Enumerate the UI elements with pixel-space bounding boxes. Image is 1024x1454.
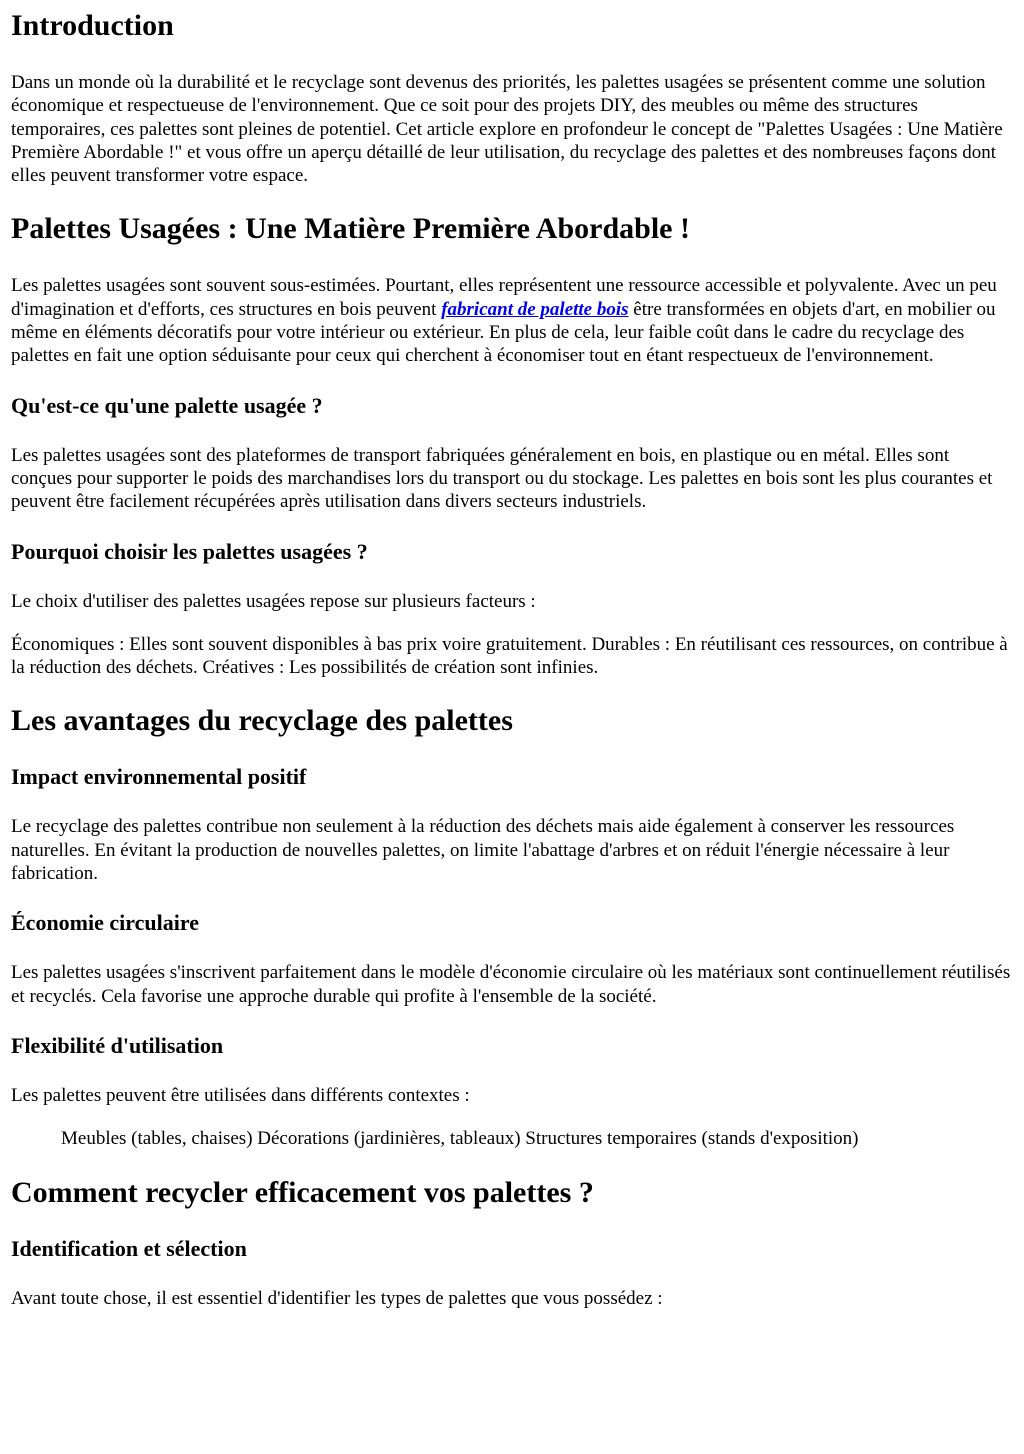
heading-circular-economy: Économie circulaire <box>11 910 199 936</box>
impact-paragraph: Le recyclage des palettes contribue non seulement à la réduction des déchets mais aide également à conserver les ressources naturelles. En évitant la production de nouvelles palettes, on limite l'abattage d'arbres et on réduit l'énergie nécessaire à leur fabrication. <box>11 816 955 885</box>
heading-impact: Impact environnemental positif <box>11 764 307 790</box>
heading-identification: Identification et sélection <box>11 1235 247 1261</box>
flex-paragraph: Les palettes peuvent être utilisées dans différents contextes : <box>11 1084 470 1106</box>
heading-flexibility: Flexibilité d'utilisation <box>11 1032 224 1058</box>
identify-paragraph: Avant toute chose, il est essentiel d'identifier les types de palettes que vous possédez : <box>11 1287 663 1309</box>
flex-list: Meubles (tables, chaises) Décorations (jardinières, tableaux) Structures temporaires (stands d'exposition) <box>61 1128 859 1150</box>
intro-paragraph: Dans un monde où la durabilité et le recyclage sont devenus des priorités, les palettes usagées se présentent comme une solution économique et respectueuse de l'environnement. Que ce soit pour des projets DIY, des meubles ou même des structures temporaires, ces palettes sont pleines de potentiel. Cet article explore en profondeur le concept de "Palettes Usagées : Une Matière Première Abordable !" et vous offre un aperçu détaillé de leur utilisation, du recyclage des palettes et des nombreuses façons dont elles peuvent transformer votre espace. <box>11 72 1003 187</box>
heading-palettes-usagees: Palettes Usagées : Une Matière Première Abordable ! <box>11 212 690 246</box>
why-paragraph-factors: Économiques : Elles sont souvent disponibles à bas prix voire gratuitement. Durables : En réutilisant ces ressources, on contribue à la réduction des déchets. Créatives : Les possibilités de création sont infinies. <box>11 633 1008 679</box>
palettes-paragraph-text-before: Les palettes usagées sont souvent sous-estimées. Pourtant, elles représentent une ressource accessible et polyvalente. Avec un peu d'imagination et d'efforts, ces structures en bois peuvent <box>11 275 997 320</box>
heading-advantages: Les avantages du recyclage des palettes <box>11 704 513 738</box>
heading-introduction: Introduction <box>11 9 174 42</box>
what-paragraph: Les palettes usagées sont des plateformes de transport fabriquées généralement en bois, en plastique ou en métal. Elles sont conçues pour supporter le poids des marchandises lors du transport ou du stockage. Les palettes en bois sont les plus courantes et peuvent être facilement récupérées après utilisation dans divers secteurs industriels. <box>11 444 993 513</box>
article <box>0 8 1024 1310</box>
heading-how-to-recycle: Comment recycler efficacement vos palettes ? <box>11 1175 594 1209</box>
heading-what-is-palette: Qu'est-ce qu'une palette usagée ? <box>11 392 323 418</box>
heading-why-choose: Pourquoi choisir les palettes usagées ? <box>11 538 368 564</box>
circular-paragraph: Les palettes usagées s'inscrivent parfaitement dans le modèle d'économie circulaire où les matériaux sont continuellement réutilisés et recyclés. Cela favorise une approche durable qui profite à l'ensemble de la société. <box>11 962 1011 1007</box>
palettes-paragraph <box>11 274 1014 367</box>
palettes-paragraph-text-after: être transformées en objets d'art, en mobilier ou même en éléments décoratifs pour votre intérieur ou extérieur. En plus de cela, leur faible coût dans le cadre du recyclage des palettes en fait une option séduisante pour ceux qui cherchent à économiser tout en étant respectueux de l'environnement. <box>11 298 996 367</box>
fabricant-palette-bois-link[interactable]: fabricant de palette bois <box>441 298 629 320</box>
why-paragraph-intro: Le choix d'utiliser des palettes usagées repose sur plusieurs facteurs : <box>11 590 536 612</box>
